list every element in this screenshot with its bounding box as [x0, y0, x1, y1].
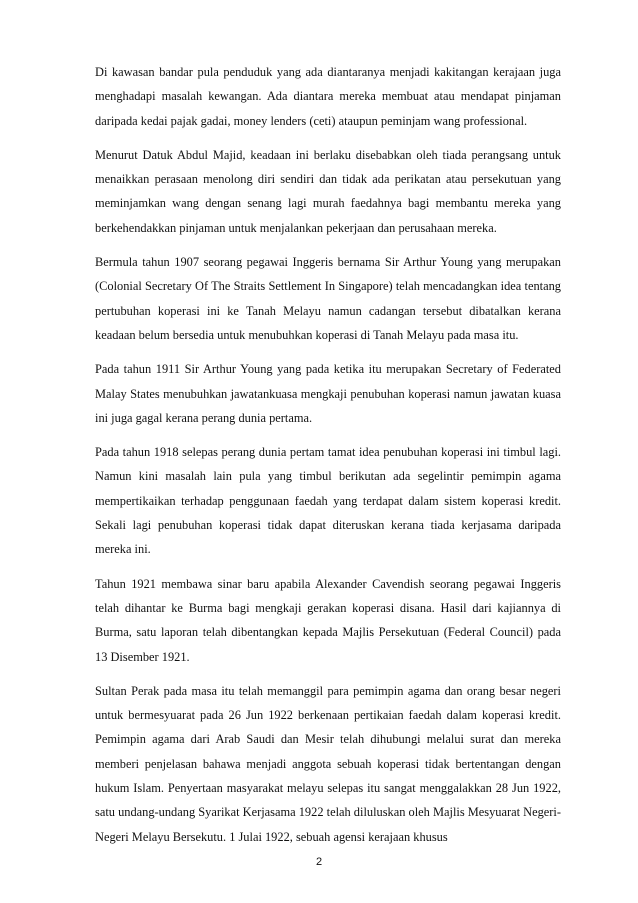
paragraph-4: Pada tahun 1911 Sir Arthur Young yang pada ketika itu merupakan Secretary of Federated Malay States menubuhkan jawatankuasa mengkaji penubuhan koperasi namun jawatan kuasa ini juga gagal kerana perang dunia pertama.: [95, 362, 561, 425]
paragraph-3: Bermula tahun 1907 seorang pegawai Inggeris bernama Sir Arthur Young yang merupakan (Colonial Secretary Of The Straits Settlement In Singapore) telah mencadangkan idea tentang pertubuhan koperasi ini ke Tanah Melayu namun cadangan tersebut dibatalkan kerana keadaan belum bersedia untuk menubuhkan koperasi di Tanah Melayu pada masa itu.: [95, 255, 561, 342]
document-body: [95, 60, 561, 859]
paragraph-6: Tahun 1921 membawa sinar baru apabila Alexander Cavendish seorang pegawai Inggeris telah dihantar ke Burma bagi mengkaji gerakan koperasi disana. Hasil dari kajiannya di Burma, satu laporan telah dibentangkan kepada Majlis Persekutuan (Federal Council) pada 13 Disember 1921.: [95, 576, 561, 664]
paragraph-2: Menurut Datuk Abdul Majid, keadaan ini berlaku disebabkan oleh tiada perangsang untuk menaikkan perasaan menolong diri sendiri dan tidak ada perikatan atau persekutuan yang meminjamkan wang dengan senang lagi murah faedahnya bagi membantu mereka yang berkehendakkan pinjaman untuk menjalankan pekerjaan dan perusahaan mereka.: [95, 147, 561, 235]
page-number: 2: [315, 856, 323, 868]
paragraph-1: Di kawasan bandar pula penduduk yang ada diantaranya menjadi kakitangan kerajaan juga menghadapi masalah kewangan. Ada diantara mereka membuat atau mendapat pinjaman daripada kedai pajak gadai, money lenders (ceti) ataupun peminjam wang professional.: [95, 65, 561, 128]
paragraph-5: Pada tahun 1918 selepas perang dunia pertam tamat idea penubuhan koperasi ini timbul lagi. Namun kini masalah lain pula yang timbul berikutan ada segelintir pemimpin agama mempertikaikan terhadap penggunaan faedah yang terdapat dalam sistem koperasi kredit. Sekali lagi penubuhan koperasi tidak dapat diteruskan kerana tiada kerjasama daripada mereka ini.: [95, 445, 561, 557]
paragraph-7: Sultan Perak pada masa itu telah memanggil para pemimpin agama dan orang besar negeri untuk bermesyuarat pada 26 Jun 1922 berkenaan pertikaian faedah dalam koperasi kredit. Pemimpin agama dari Arab Saudi dan Mesir telah dihubungi melalui surat dan mereka memberi penjelasan bahawa menjadi anggota sebuah koperasi tidak bertentangan dengan hukum Islam. Penyertaan masyarakat melayu selepas itu sangat menggalakkan 28 Jun 1922, satu undang-undang Syarikat Kerjasama 1922 telah diluluskan oleh Majlis Mesyuarat Negeri-Negeri Melayu Bersekutu. 1 Julai 1922, sebuah agensi kerajaan khusus: [95, 683, 561, 844]
